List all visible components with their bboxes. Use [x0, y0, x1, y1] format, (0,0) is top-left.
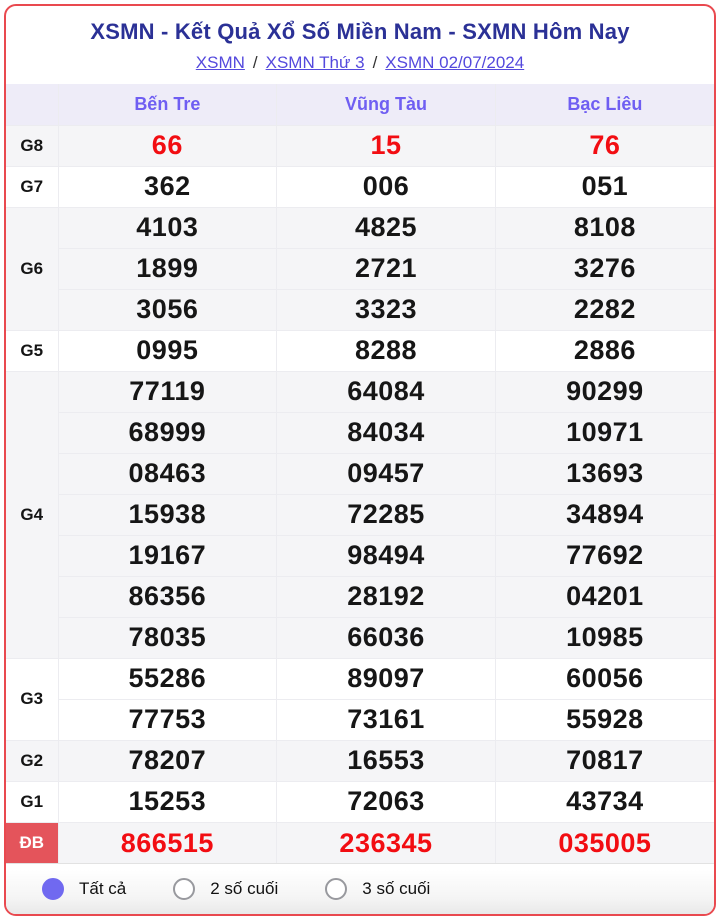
radio-unselected-icon[interactable]: [173, 878, 195, 900]
results-card: [4, 4, 716, 916]
prize-label-g6: G6: [6, 207, 58, 330]
radio-selected-icon[interactable]: [42, 878, 64, 900]
table-row: [6, 740, 714, 781]
table-row: [6, 822, 714, 863]
filter-option-label: 3 số cuối: [362, 879, 431, 899]
result-cell: 8288: [277, 330, 496, 371]
table-row: [6, 699, 714, 740]
result-cell: 15938: [58, 494, 277, 535]
result-cell: 4825: [277, 207, 496, 248]
filter-option-label: Tất cả: [79, 879, 127, 899]
result-cell: 28192: [277, 576, 496, 617]
prize-label-g2: G2: [6, 740, 58, 781]
result-cell: 86356: [58, 576, 277, 617]
result-cell: 60056: [495, 658, 714, 699]
table-row: [6, 330, 714, 371]
result-cell: 2886: [495, 330, 714, 371]
result-cell: 15: [277, 125, 496, 166]
table-row: [6, 412, 714, 453]
column-header-vung-tau: Vũng Tàu: [277, 84, 496, 125]
column-header-bac-lieu: Bạc Liêu: [495, 84, 714, 125]
result-cell: 13693: [495, 453, 714, 494]
table-row: [6, 617, 714, 658]
result-cell: 10985: [495, 617, 714, 658]
table-row: [6, 289, 714, 330]
result-cell: 0995: [58, 330, 277, 371]
prize-label-db: ĐB: [6, 822, 58, 863]
table-row: [6, 658, 714, 699]
table-row: [6, 535, 714, 576]
filter-option-last-2-digits[interactable]: [173, 878, 278, 900]
table-row: [6, 166, 714, 207]
result-cell: 77692: [495, 535, 714, 576]
result-cell: 90299: [495, 371, 714, 412]
prize-label-g5: G5: [6, 330, 58, 371]
result-cell: 55928: [495, 699, 714, 740]
result-cell: 15253: [58, 781, 277, 822]
filter-option-label: 2 số cuối: [210, 879, 279, 899]
result-cell: 66036: [277, 617, 496, 658]
corner-cell: [6, 84, 58, 125]
filter-option-last-3-digits[interactable]: [325, 878, 430, 900]
result-cell: 10971: [495, 412, 714, 453]
table-row: [6, 453, 714, 494]
radio-unselected-icon[interactable]: [325, 878, 347, 900]
result-cell: 78207: [58, 740, 277, 781]
prize-label-g4: G4: [6, 371, 58, 658]
result-cell: 64084: [277, 371, 496, 412]
table-row: [6, 207, 714, 248]
table-row: [6, 371, 714, 412]
result-cell: 236345: [277, 822, 496, 863]
result-cell: 09457: [277, 453, 496, 494]
card-header: [6, 6, 714, 84]
result-cell: 3323: [277, 289, 496, 330]
result-cell: 98494: [277, 535, 496, 576]
result-cell: 006: [277, 166, 496, 207]
result-cell: 362: [58, 166, 277, 207]
result-cell: 866515: [58, 822, 277, 863]
result-cell: 89097: [277, 658, 496, 699]
result-cell: 73161: [277, 699, 496, 740]
prize-label-g1: G1: [6, 781, 58, 822]
filter-option-all[interactable]: [42, 878, 126, 900]
result-cell: 1899: [58, 248, 277, 289]
display-filter-bar: [6, 863, 714, 914]
result-cell: 78035: [58, 617, 277, 658]
table-header-row: [6, 84, 714, 125]
result-cell: 72063: [277, 781, 496, 822]
prize-label-g7: G7: [6, 166, 58, 207]
table-row: [6, 576, 714, 617]
column-header-ben-tre: Bến Tre: [58, 84, 277, 125]
prize-label-g3: G3: [6, 658, 58, 740]
result-cell: 84034: [277, 412, 496, 453]
result-cell: 70817: [495, 740, 714, 781]
result-cell: 8108: [495, 207, 714, 248]
breadcrumb-separator: /: [372, 53, 378, 73]
result-cell: 4103: [58, 207, 277, 248]
result-cell: 2282: [495, 289, 714, 330]
result-cell: 04201: [495, 576, 714, 617]
result-cell: 19167: [58, 535, 277, 576]
result-cell: 68999: [58, 412, 277, 453]
table-row: [6, 781, 714, 822]
result-cell: 43734: [495, 781, 714, 822]
result-cell: 66: [58, 125, 277, 166]
breadcrumb-link-xsmn-date[interactable]: XSMN 02/07/2024: [385, 53, 525, 73]
table-row: [6, 248, 714, 289]
prize-label-g8: G8: [6, 125, 58, 166]
result-cell: 3056: [58, 289, 277, 330]
result-cell: 16553: [277, 740, 496, 781]
result-cell: 55286: [58, 658, 277, 699]
result-cell: 76: [495, 125, 714, 166]
breadcrumb: [14, 53, 706, 73]
result-cell: 72285: [277, 494, 496, 535]
result-cell: 051: [495, 166, 714, 207]
breadcrumb-link-xsmn-thu3[interactable]: XSMN Thứ 3: [265, 53, 365, 73]
result-cell: 2721: [277, 248, 496, 289]
result-cell: 035005: [495, 822, 714, 863]
breadcrumb-separator: /: [252, 53, 258, 73]
result-cell: 77119: [58, 371, 277, 412]
breadcrumb-link-xsmn[interactable]: XSMN: [195, 53, 245, 73]
results-table: [6, 84, 714, 863]
table-row: [6, 494, 714, 535]
result-cell: 34894: [495, 494, 714, 535]
page-title: XSMN - Kết Quả Xổ Số Miền Nam - SXMN Hôm Nay: [90, 19, 630, 44]
result-cell: 08463: [58, 453, 277, 494]
result-cell: 3276: [495, 248, 714, 289]
result-cell: 77753: [58, 699, 277, 740]
table-row: [6, 125, 714, 166]
